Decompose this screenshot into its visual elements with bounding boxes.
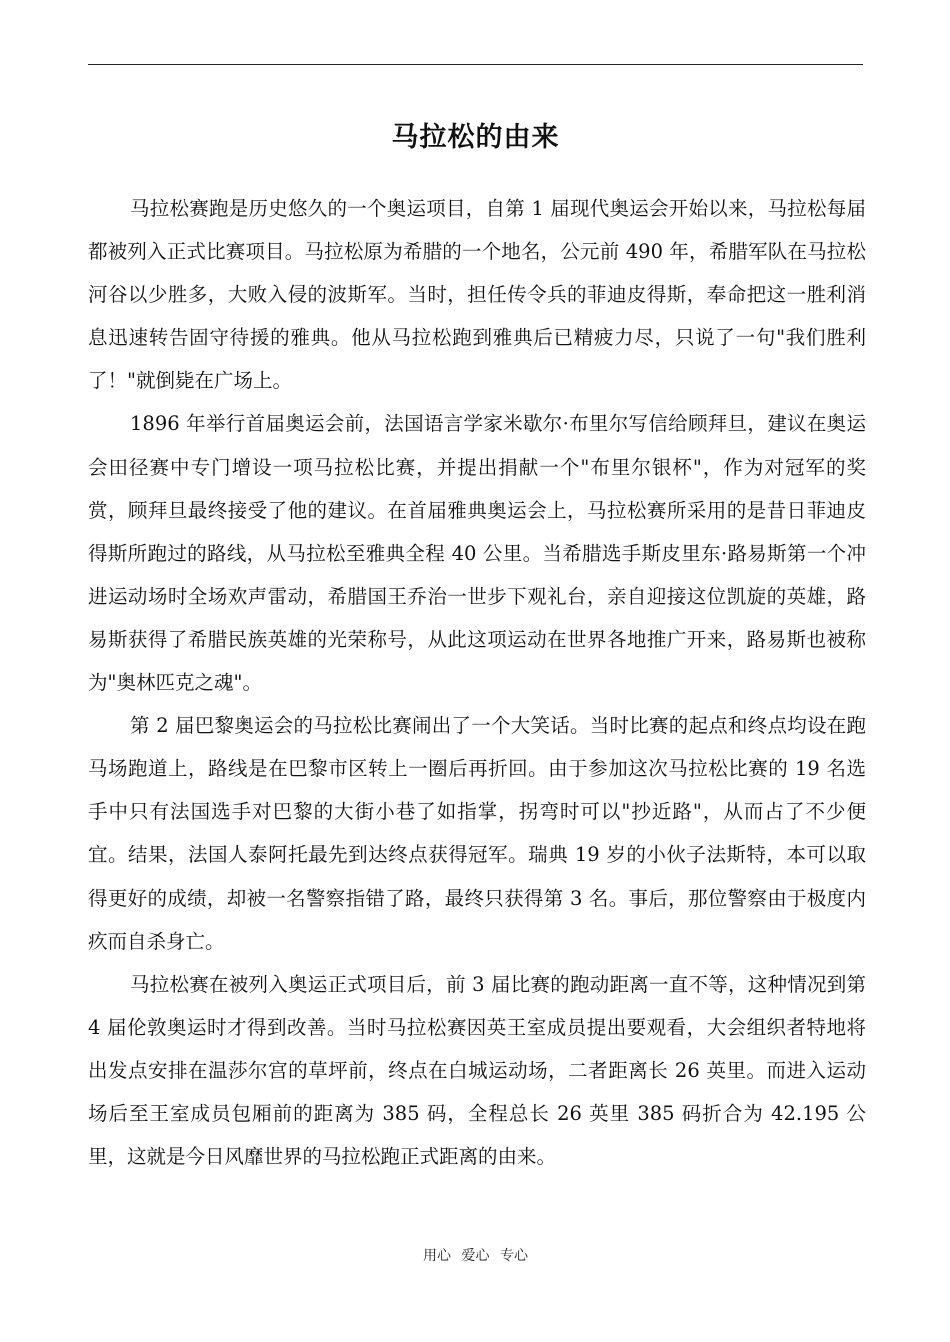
paragraph-1: 马拉松赛跑是历史悠久的一个奥运项目，自第 1 届现代奥运会开始以来，马拉松每届都被列入正式比赛项目。马拉松原为希腊的一个地名，公元前 490 年，希腊军队在马拉松河谷以少胜多，大败入侵的波斯军。当时，担任传令兵的菲迪皮得斯，奉命把这一胜利消息迅速转告固守待援的雅典。他从马拉松跑到雅典后已精疲力尽，只说了一句"我们胜利了！"就倒毙在广场上。	[88, 197, 866, 393]
paragraph-2: 1896 年举行首届奥运会前，法国语言学家米歇尔·布里尔写信给顾拜旦，建议在奥运会田径赛中专门增设一项马拉松比赛，并提出捐献一个"布里尔银杯"，作为对冠军的奖赏，顾拜旦最终接受了他的建议。在首届雅典奥运会上，马拉松赛所采用的是昔日菲迪皮得斯所跑过的路线，从马拉松至雅典全程 40 公里。当希腊选手斯皮里东·路易斯第一个冲进运动场时全场欢声雷动，希腊国王乔治一世步下观礼台，亲自迎接这位凯旋的英雄，路易斯获得了希腊民族英雄的光荣称号，从此这项运动在世界各地推广开来，路易斯也被称为"奥林匹克之魂"。	[88, 412, 866, 695]
paragraph-4: 马拉松赛在被列入奥运正式项目后，前 3 届比赛的跑动距离一直不等，这种情况到第 4 届伦敦奥运时才得到改善。当时马拉松赛因英王室成员提出要观看，大会组织者特地将出发点安排在温莎尔宫的草坪前，终点在白城运动场，二者距离长 26 英里。而进入运动场后至王室成员包厢前的距离为 385 码，全程总长 26 英里 385 码折合为 42.195 公里，这就是今日风靡世界的马拉松跑正式距离的由来。	[88, 972, 866, 1169]
paragraph-3: 第 2 届巴黎奥运会的马拉松比赛闹出了一个大笑话。当时比赛的起点和终点均设在跑马场跑道上，路线是在巴黎市区转上一圈后再折回。由于参加这次马拉松比赛的 19 名选手中只有法国选手对巴黎的大街小巷了如指掌，拐弯时可以"抄近路"，从而占了不少便宜。结果，法国人泰阿托最先到达终点获得冠军。瑞典 19 岁的小伙子法斯特，本可以取得更好的成绩，却被一名警察指错了路，最终只获得第 3 名。事后，那位警察由于极度内疚而自杀身亡。	[88, 714, 866, 953]
page-title: 马拉松的由来	[391, 122, 560, 153]
header-rule	[88, 64, 863, 65]
article-body	[88, 187, 866, 1178]
page-footer: 用心 爱心 专心	[423, 1248, 528, 1264]
